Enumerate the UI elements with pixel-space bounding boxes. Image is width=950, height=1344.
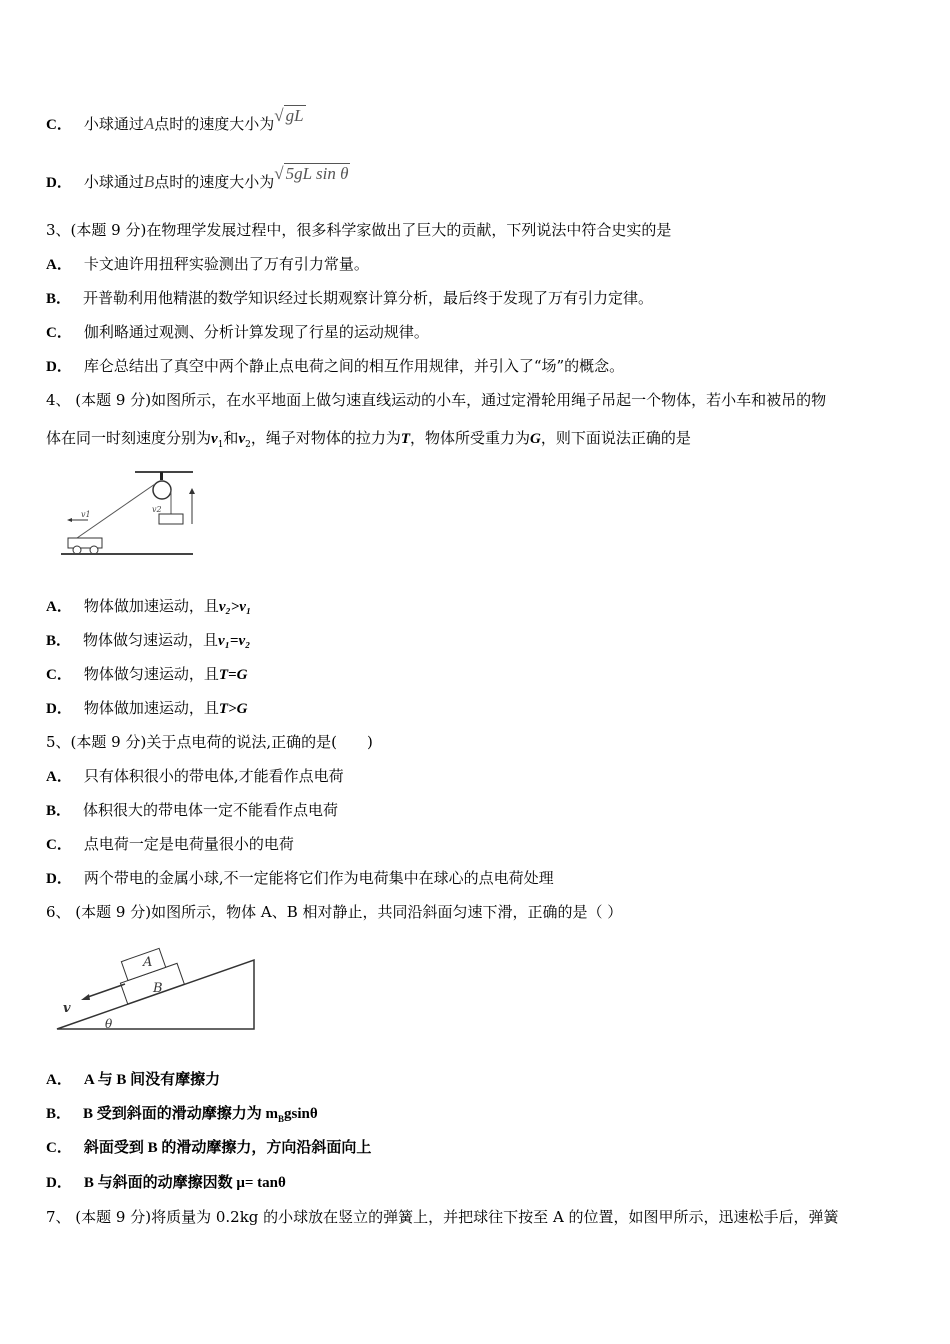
option-text: 体积很大的带电体一定不能看作点电荷 xyxy=(83,801,339,819)
q5-stem: 5、(本题 9 分)关于点电荷的说法,正确的是( ) xyxy=(46,733,373,751)
option-label: C． xyxy=(46,837,72,853)
option-label: C． xyxy=(46,667,72,683)
q3-stem: 3、(本题 9 分)在物理学发展过程中，很多科学家做出了巨大的贡献，下列说法中符合史实的是 xyxy=(46,221,672,239)
q6-stem: 6、 (本题 9 分)如图所示，物体 A、B 相对静止，共同沿斜面匀速下滑，正确的是（ ） xyxy=(46,903,623,921)
point-var: B xyxy=(143,172,155,191)
option-label: C． xyxy=(46,325,72,341)
option-label: A． xyxy=(46,599,72,615)
stem-text: ，物体所受重力为 xyxy=(410,429,531,447)
formula: gL xyxy=(285,106,304,125)
option-label: A． xyxy=(46,257,72,273)
sqrt-formula: √ 5gL sin θ xyxy=(274,164,349,183)
q6-option-d[interactable] xyxy=(46,1173,286,1193)
incline-figure xyxy=(55,936,260,1032)
option-text: gsinθ xyxy=(284,1106,318,1122)
option-label: B． xyxy=(46,1106,72,1122)
option-text: 小球通过 xyxy=(83,115,144,133)
q5-option-b[interactable] xyxy=(46,800,338,821)
subscript: B xyxy=(278,1114,285,1124)
cart-pulley-figure xyxy=(55,468,205,556)
q5-option-a[interactable] xyxy=(46,766,344,787)
q4-option-c[interactable] xyxy=(46,664,247,685)
option-text: B 与斜面的动摩擦因数 μ= tanθ xyxy=(83,1175,286,1191)
q2-option-d[interactable] xyxy=(46,164,350,193)
option-text: 库仑总结出了真空中两个静止点电荷之间的相互作用规律，并引入了“场”的概念。 xyxy=(83,357,625,375)
q4-option-b[interactable] xyxy=(46,630,250,651)
block-b-label: B xyxy=(153,981,163,996)
option-expr: T>G xyxy=(218,701,248,717)
theta-label: θ xyxy=(105,1017,113,1031)
point-var: A xyxy=(143,114,155,133)
stem-text: 体在同一时刻速度分别为 xyxy=(46,429,212,447)
q3-option-b[interactable] xyxy=(46,288,653,309)
v2-label: v2 xyxy=(152,505,162,514)
option-text: 物体做匀速运动，且 xyxy=(83,665,219,683)
q6-option-c[interactable] xyxy=(46,1138,371,1158)
block-a-label: A xyxy=(143,955,153,970)
q4-stem-line2 xyxy=(46,428,691,455)
subscript: 1 xyxy=(217,440,224,450)
option-text: 斜面受到 B 的滑动摩擦力，方向沿斜面向上 xyxy=(83,1140,372,1156)
option-text: 两个带电的金属小球,不一定能将它们作为电荷集中在球心的点电荷处理 xyxy=(83,869,554,887)
option-label: D． xyxy=(46,701,72,717)
option-text: 点时的速度大小为 xyxy=(154,173,275,191)
option-label: B． xyxy=(46,803,72,819)
option-expr: v₂>v₁ xyxy=(218,599,252,615)
var-v2: v xyxy=(238,431,246,447)
option-label: B． xyxy=(46,633,72,649)
option-text: 物体做加速运动，且 xyxy=(83,597,219,615)
q6-option-b[interactable] xyxy=(46,1104,318,1129)
option-text: 物体做匀速运动，且 xyxy=(83,631,219,649)
option-label: A． xyxy=(46,1072,72,1088)
formula: 5gL sin θ xyxy=(285,164,349,183)
option-text: 开普勒利用他精湛的数学知识经过长期观察计算分析，最后终于发现了万有引力定律。 xyxy=(83,289,654,307)
option-text: B 受到斜面的滑动摩擦力为 m xyxy=(83,1106,279,1122)
option-text: 只有体积很小的带电体,才能看作点电荷 xyxy=(83,767,344,785)
option-label: A． xyxy=(46,769,72,785)
option-text: 点时的速度大小为 xyxy=(154,115,275,133)
q3-option-c[interactable] xyxy=(46,322,429,343)
var-g: G xyxy=(530,431,541,447)
option-text: 小球通过 xyxy=(83,173,144,191)
option-text: 伽利略通过观测、分析计算发现了行星的运动规律。 xyxy=(83,323,429,341)
option-text: A 与 B 间没有摩擦力 xyxy=(83,1072,221,1088)
q7-stem: 7、 (本题 9 分)将质量为 0.2kg 的小球放在竖立的弹簧上，并把球往下按至 A 的位置，如图甲所示，迅速松手后，弹簧 xyxy=(46,1208,839,1226)
q2-option-c[interactable] xyxy=(46,106,306,135)
option-expr: T=G xyxy=(218,667,248,683)
q5-option-c[interactable] xyxy=(46,834,294,855)
q5-option-d[interactable] xyxy=(46,868,554,889)
q3-option-a[interactable] xyxy=(46,254,369,275)
sqrt-formula: √ gL xyxy=(274,106,304,125)
option-expr: v₁=v₂ xyxy=(218,633,251,649)
v1-label: v1 xyxy=(81,510,91,519)
q4-option-a[interactable] xyxy=(46,596,251,617)
q4-option-d[interactable] xyxy=(46,698,247,719)
option-label: C． xyxy=(46,1140,72,1156)
option-text: 物体做加速运动，且 xyxy=(83,699,219,717)
option-label: D． xyxy=(46,1175,72,1191)
stem-text: ，则下面说法正确的是 xyxy=(540,429,691,447)
option-label: D． xyxy=(46,871,72,887)
stem-text: 和 xyxy=(223,429,239,447)
var-v1: v xyxy=(211,431,218,447)
option-label: D． xyxy=(46,359,72,375)
subscript: 2 xyxy=(245,440,251,450)
q3-option-d[interactable] xyxy=(46,356,624,377)
velocity-label: v xyxy=(63,1001,71,1016)
var-t: T xyxy=(400,431,411,447)
q4-stem-line1: 4、 (本题 9 分)如图所示，在水平地面上做匀速直线运动的小车，通过定滑轮用绳子吊起一个物体，若小车和被吊的物 xyxy=(46,391,827,409)
option-label: C． xyxy=(46,117,72,133)
option-label: D． xyxy=(46,175,72,191)
option-label: B． xyxy=(46,291,72,307)
option-text: 点电荷一定是电荷量很小的电荷 xyxy=(83,835,294,853)
option-text: 卡文迪许用扭秤实验测出了万有引力常量。 xyxy=(83,255,369,273)
stem-text: ，绳子对物体的拉力为 xyxy=(250,429,401,447)
q6-option-a[interactable] xyxy=(46,1070,220,1090)
